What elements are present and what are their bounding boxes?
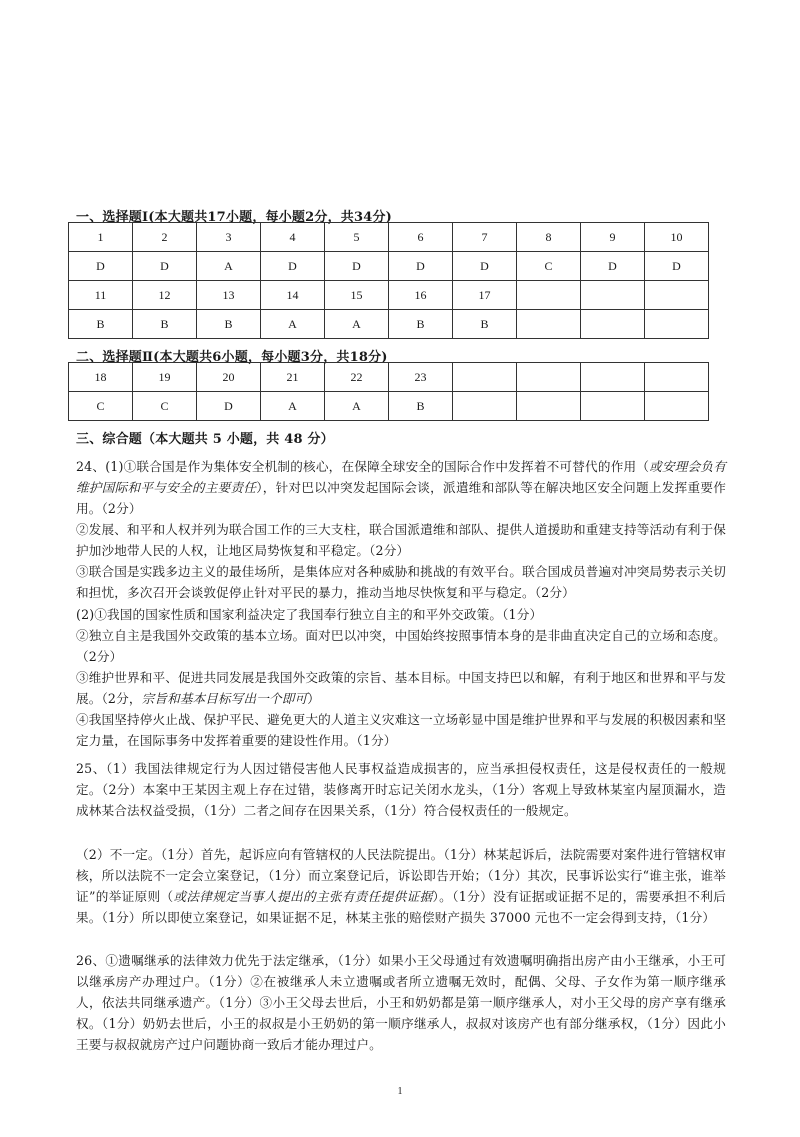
- page-number: 1: [397, 1086, 403, 1097]
- section1-answer-cell: C: [517, 252, 581, 281]
- section2-question-number-cell: [517, 363, 581, 392]
- section1-question-number-cell: [645, 281, 709, 310]
- section1-answer-cell: B: [69, 310, 133, 339]
- section2-answer-cell: A: [325, 392, 389, 421]
- section1-answer-cell: D: [453, 252, 517, 281]
- section2-answer-cell: [517, 392, 581, 421]
- section2-answer-cell: B: [389, 392, 453, 421]
- section1-question-number-cell: [517, 281, 581, 310]
- q24-2-point1: (2)①我国的国家性质和国家利益决定了我国奉行独立自主的和平外交政策。（1分）: [76, 607, 543, 622]
- section1-question-number-cell: 2: [133, 223, 197, 252]
- section1-question-number-cell: 3: [197, 223, 261, 252]
- section1-answer-cell: [581, 310, 645, 339]
- section1-question-number-cell: 17: [453, 281, 517, 310]
- section1-answer-cell: D: [261, 252, 325, 281]
- section2-question-number-cell: 22: [325, 363, 389, 392]
- section1-question-number-cell: 9: [581, 223, 645, 252]
- section1-answer-cell: [645, 310, 709, 339]
- section2-row: [69, 392, 709, 421]
- section1-answer-cell: D: [645, 252, 709, 281]
- section2-answer-cell: C: [69, 392, 133, 421]
- section1-row: [69, 281, 709, 310]
- section3-title: 三、综合题（本大题共 5 小题，共 48 分）: [76, 432, 334, 447]
- section2-row: [69, 363, 709, 392]
- section2-answer-cell: A: [261, 392, 325, 421]
- section1-answer-cell: B: [389, 310, 453, 339]
- section2-question-number-cell: 20: [197, 363, 261, 392]
- section1-answer-cell: D: [581, 252, 645, 281]
- section1-question-number-cell: 14: [261, 281, 325, 310]
- section1-row: [69, 252, 709, 281]
- section1-question-number-cell: 4: [261, 223, 325, 252]
- section1-question-number-cell: 12: [133, 281, 197, 310]
- section1-question-number-cell: [581, 281, 645, 310]
- section1-title: 一、选择题Ⅰ(本大题共17小题，每小题2分，共34分): [76, 210, 393, 225]
- section1-question-number-cell: 6: [389, 223, 453, 252]
- q24-point1: 24、(1)①联合国是作为集体安全机制的核心，在保障全球安全的国际合作中发挥着不可替代的作用（或安理会负有维护国际和平与安全的主要责任），针对巴以冲突发起国际会谈，派遣维和部队等在解决地区安全问题上发挥重要作用。（2分）: [76, 459, 727, 516]
- section2-question-number-cell: [453, 363, 517, 392]
- section1-question-number-cell: 7: [453, 223, 517, 252]
- section1-question-number-cell: 16: [389, 281, 453, 310]
- section1-question-number-cell: 15: [325, 281, 389, 310]
- q25-part2: （2）不一定。（1分）首先，起诉应向有管辖权的人民法院提出。（1分）林某起诉后，法院需要对案件进行管辖权审核，所以法院不一定会立案登记，（1分）而立案登记后，诉讼即告开始；（1分）其次，民事诉讼实行“谁主张，谁举证”的举证原则（或法律规定当事人提出的主张有责任提供证据）。（1分）没有证据或证据不足的，需要承担不利后果。（1分）所以即使立案登记，如果证据不足，林某主张的赔偿财产损失 37000 元也不一定会得到支持，（1分）: [76, 847, 727, 925]
- section1-row: [69, 223, 709, 252]
- section1-question-number-cell: 8: [517, 223, 581, 252]
- q24-point2: ②发展、和平和人权并列为联合国工作的三大支柱，联合国派遣维和部队、提供人道援助和重建支持等活动有利于保护加沙地带人民的人权，让地区局势恢复和平稳定。（2分）: [76, 522, 726, 558]
- section1-answer-cell: A: [261, 310, 325, 339]
- section1-question-number-cell: 5: [325, 223, 389, 252]
- section2-answer-cell: D: [197, 392, 261, 421]
- section2-question-number-cell: [645, 363, 709, 392]
- section1-answer-cell: D: [69, 252, 133, 281]
- section2-answer-table: [68, 362, 709, 421]
- section2-title: 二、选择题Ⅱ(本大题共6小题，每小题3分，共18分): [76, 350, 388, 365]
- section1-answer-cell: [517, 310, 581, 339]
- section1-answer-cell: D: [133, 252, 197, 281]
- section1-answer-cell: B: [453, 310, 517, 339]
- section1-question-number-cell: 11: [69, 281, 133, 310]
- q24-point3: ③联合国是实践多边主义的最佳场所，是集体应对各种威胁和挑战的有效平台。联合国成员普遍对冲突局势表示关切和担忧，多次召开会谈敦促停止针对平民的暴力，推动当地尽快恢复和平与稳定。（2分）: [76, 564, 726, 600]
- q26-answer: 26、①遗嘱继承的法律效力优先于法定继承，（1分）如果小王父母通过有效遗嘱明确指出房产由小王继承，小王可以继承房产办理过户。（1分）②在被继承人未立遗嘱或者所立遗嘱无效时，配偶、父母、子女作为第一顺序继承人，依法共同继承遗产。（1分）③小王父母去世后，小王和奶奶都是第一顺序继承人，对小王父母的房产享有继承权。（1分）奶奶去世后，小王的叔叔是小王奶奶的第一顺序继承人，叔叔对该房产也有部分继承权，（1分）因此小王要与叔叔就房产过户问题协商一致后才能办理过户。: [76, 953, 726, 1052]
- section1-answer-cell: A: [197, 252, 261, 281]
- q24-2-point3: ③维护世界和平、促进共同发展是我国外交政策的宗旨、基本目标。中国支持巴以和解，有利于地区和世界和平与发展。（2分，宗旨和基本目标写出一个即可）: [76, 670, 726, 706]
- section2-answer-cell: [453, 392, 517, 421]
- section1-row: [69, 310, 709, 339]
- section2-question-number-cell: [581, 363, 645, 392]
- q24-part2: [76, 604, 726, 751]
- section1-answer-cell: B: [197, 310, 261, 339]
- q24-part1: [76, 456, 726, 603]
- section1-answer-cell: A: [325, 310, 389, 339]
- section1-answer-cell: D: [325, 252, 389, 281]
- section1-question-number-cell: 13: [197, 281, 261, 310]
- section2-question-number-cell: 19: [133, 363, 197, 392]
- q24-2-point4: ④我国坚持停火止战、保护平民、避免更大的人道主义灾难这一立场彰显中国是维护世界和平与发展的积极因素和坚定力量，在国际事务中发挥着重要的建设性作用。（1分）: [76, 712, 726, 748]
- q24-2-point2: ②独立自主是我国外交政策的基本立场。面对巴以冲突，中国始终按照事情本身的是非曲直决定自己的立场和态度。（2分）: [76, 628, 726, 664]
- section2-question-number-cell: 21: [261, 363, 325, 392]
- section2-answer-cell: [645, 392, 709, 421]
- section1-answer-cell: B: [133, 310, 197, 339]
- section1-question-number-cell: 1: [69, 223, 133, 252]
- section2-answer-cell: [581, 392, 645, 421]
- section2-question-number-cell: 18: [69, 363, 133, 392]
- section1-answer-table: [68, 222, 709, 339]
- section1-question-number-cell: 10: [645, 223, 709, 252]
- q25-part1: 25、（1）我国法律规定行为人因过错侵害他人民事权益造成损害的，应当承担侵权责任，这是侵权责任的一般规定。（2分）本案中王某因主观上存在过错，装修离开时忘记关闭水龙头，（1分）客观上导致林某室内屋顶漏水，造成林某合法权益受损，（1分）二者之间存在因果关系，（1分）符合侵权责任的一般规定。: [76, 761, 726, 818]
- section2-answer-cell: C: [133, 392, 197, 421]
- section2-question-number-cell: 23: [389, 363, 453, 392]
- section1-answer-cell: D: [389, 252, 453, 281]
